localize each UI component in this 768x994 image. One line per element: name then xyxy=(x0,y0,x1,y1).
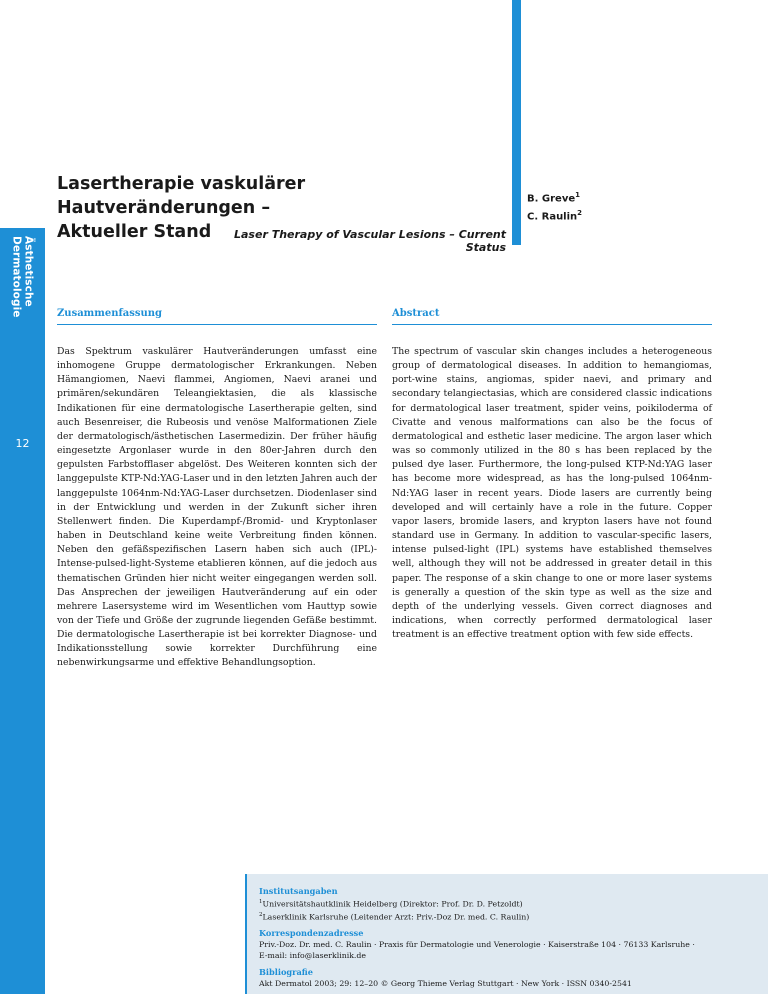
author: C. Raulin$^2$ xyxy=(527,209,583,223)
title-line-2: Aktueller Stand xyxy=(57,222,212,242)
institution-line: $^2$Laserklinik Karlsruhe (Leitender Arzt: Priv.-Doz Dr. med. C. Raulin) xyxy=(259,911,530,922)
top-accent-bar xyxy=(512,0,521,245)
korrespondenz-section xyxy=(259,928,760,961)
abstract-section xyxy=(392,308,712,642)
abstract-heading: Abstract xyxy=(392,308,712,325)
korrespondenz-heading: Korrespondenzadresse xyxy=(259,928,364,939)
section-label: Ästhetische Dermatologie xyxy=(10,236,35,318)
zusammenfassung-text: Das Spektrum vaskulärer Hautveränderungen umfasst eine inhomogene Gruppe dermatologischer Erkrankungen. Neben Hämangiomen, Naevi flammei, Angiomen, Naevi aranei und primären/sekundären Teleangiektasien, die als klassische Indikationen für eine dermatologische Lasertherapie gelten, sind auch Besenreiser, die Rubeosis und venöse Malformationen Ziele der dermatologisch/ästhetischen Lasermedizin. Der früher häufig eingesetzte Argonlaser wurde in den 80er-Jahren durch den gepulsten Farbstofflaser abgelöst. Des Weiteren konnten sich der langgepulste KTP-Nd:YAG-Laser und in den letzten Jahren auch der langgepulste 1064nm-Nd:YAG-Laser durchsetzen. Diodenlaser sind in der Entwicklung und werden in der Zukunft sicher ihren Stellenwert finden. Die Kuperdampf-/Bromid- und Kryptonlaser haben in Deutschland keine weite Verbreitung finden können. Neben den gefäßspezifischen Lasern haben sich auch (IPL)-Intense-pulsed-light-Systeme etablieren können, auf die jedoch aus thematischen Gründen hier nicht weiter eingegangen werden soll. Das Ansprechen der jeweiligen Hautveränderung auf ein oder mehrere Lasersysteme wird im Wesentlichen vom Hauttyp sowie von der Tiefe und Größe der zugrunde liegenden Gefäße bestimmt. Die dermatologische Lasertherapie ist bei korrekter Diagnose- und Indikationsstellung sowie korrekter Durchführung eine nebenwirkungsarme und effektive Behandlungsoption. xyxy=(57,346,377,669)
correspondence-email: E-mail: info@laserklinik.de xyxy=(259,951,367,961)
zusammenfassung-section xyxy=(57,308,377,671)
author: B. Greve$^1$ xyxy=(527,191,580,205)
correspondence-address: Priv.-Doz. Dr. med. C. Raulin · Praxis für Dermatologie und Venerologie · Kaiserstraße 104 · 76133 Karlsruhe · xyxy=(259,940,695,950)
abstract-text: The spectrum of vascular skin changes includes a heterogeneous group of dermatological diseases. In addition to hemangiomas, port-wine stains, angiomas, spider naevi, and primary and secondary telangiectasias, which are considered classic indications for dermatological laser treatment, spider veins, poikiloderma of Civatte and venous malformations can also be the focus of dermatological and esthetic laser medicine. The argon laser which was so commonly utilized in the 80 s has been replaced by the pulsed dye laser. Furthermore, the long-pulsed KTP-Nd:YAG laser has become more widespread, as has the long-pulsed 1064nm-Nd:YAG laser in recent years. Diode lasers are currently being developed and will certainly have a role in the future. Copper vapor lasers, bromide lasers, and krypton lasers have not found standard use in Germany. In addition to vascular-specific lasers, intense pulsed-light (IPL) systems have established themselves well, although they will not be addressed in greater detail in this paper. The response of a skin change to one or more laser systems is generally a question of the skin type as well as the size and depth of the underlying vessels. Given correct diagnoses and indications, when correctly performed dermatological laser treatment is an effective treatment option with few side effects. xyxy=(392,346,712,641)
page-number: 12 xyxy=(15,437,30,450)
institution-line: $^1$Universitätshautklinik Heidelberg (Direktor: Prof. Dr. D. Petzoldt) xyxy=(259,899,523,909)
article-info-box xyxy=(245,874,768,994)
author-list xyxy=(527,188,582,225)
institutsangaben-section xyxy=(259,886,760,922)
title-line-1: Lasertherapie vaskulärer Hautveränderungen – xyxy=(57,174,306,218)
zusammenfassung-heading: Zusammenfassung xyxy=(57,308,377,325)
bibliografie-heading: Bibliografie xyxy=(259,967,313,978)
english-title: Laser Therapy of Vascular Lesions – Current Status xyxy=(234,228,506,254)
institutsangaben-heading: Institutsangaben xyxy=(259,886,338,896)
bibliographic-reference: Akt Dermatol 2003; 29: 12–20 © Georg Thieme Verlag Stuttgart · New York · ISSN 0340-2541 xyxy=(259,979,632,989)
bibliografie-section xyxy=(259,967,760,989)
